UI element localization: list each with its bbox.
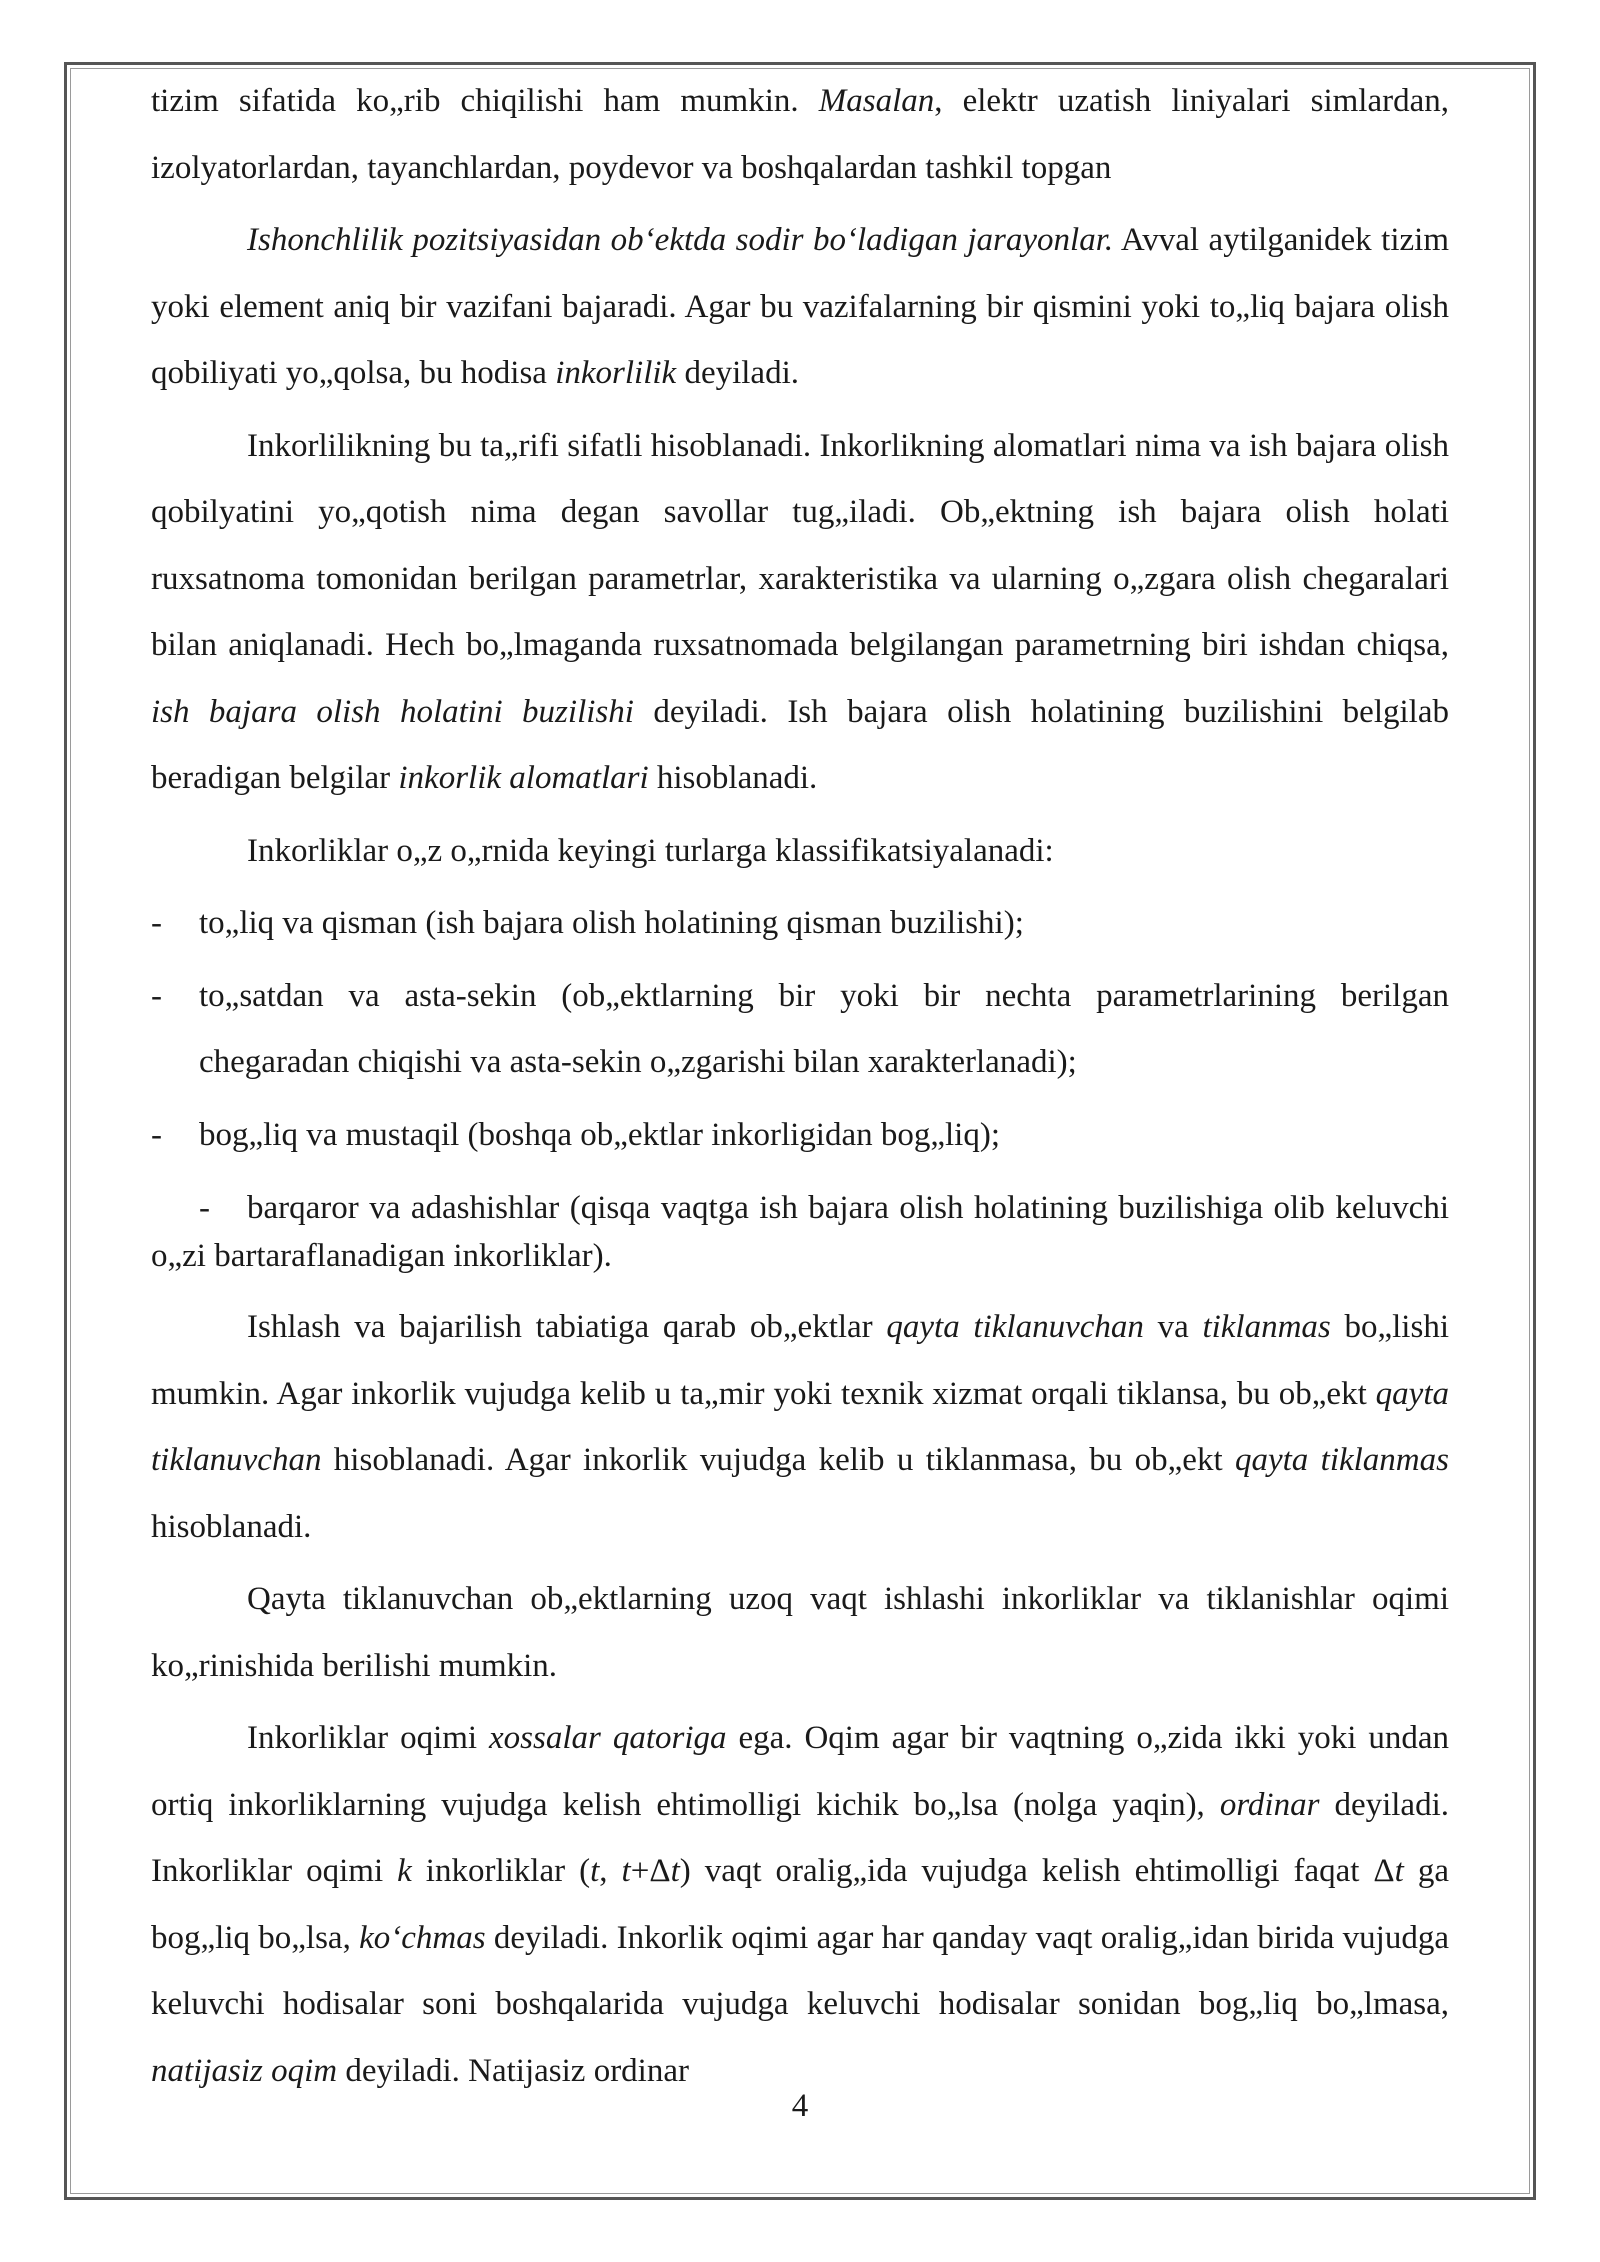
text-run: deyiladi. Inkorliklar oqimi <box>151 1786 1449 1889</box>
italic-text: k <box>397 1853 412 1889</box>
text-run: ega. Oqim agar bir vaqtning o„zida ikki yoki undan ortiq inkorliklarning vujudga kelish ehtimolligi kichik bo„lsa (nolga yaqin), <box>151 1720 1449 1823</box>
text-run: deyiladi. Ish bajara olish holatining buzilishini belgilab beradigan belgilar <box>151 693 1449 796</box>
text-run: Ishlash va bajarilish tabiatiga qarab ob„ektlar <box>247 1309 887 1345</box>
italic-text: xossalar qatoriga <box>489 1720 727 1756</box>
italic-text: ish bajara olish holatini buzilishi <box>151 693 634 730</box>
text-run: , <box>599 1853 622 1889</box>
list-item <box>151 890 1449 957</box>
text-run: Avval aytilganidek tizim yoki element aniq bir vazifani bajaradi. Agar bu vazifalarning bir qismini yoki to„liq bajara olish qobiliyati yo„qolsa, bu hodisa <box>151 222 1450 391</box>
paragraph-continued <box>151 68 1449 201</box>
list-item <box>151 1102 1449 1169</box>
text-run: tizim sifatida ko„rib chiqilishi ham mumkin. <box>151 83 819 119</box>
italic-text: ordinar <box>1219 1786 1320 1823</box>
text-run: , elektr uzatish liniyalari simlardan, izolyatorlardan, tayanchlardan, poydevor va boshqalardan tashkil topgan <box>151 83 1449 186</box>
italic-text: qayta tiklanuvchan <box>151 1375 1449 1478</box>
paragraph <box>151 1705 1449 2104</box>
text-run: Inkorliklar o„z o„rnida keyingi turlarga klassifikatsiyalanadi: <box>247 832 1054 869</box>
list-dash: - <box>151 1116 162 1153</box>
text-run: va <box>1143 1309 1203 1345</box>
italic-text: tiklanmas <box>1202 1309 1331 1345</box>
text-run: bo„lishi mumkin. Agar inkorlik vujudga kelib u ta„mir yoki texnik xizmat orqali tiklansa, bu ob„ekt <box>151 1309 1449 1412</box>
page-number: 4 <box>791 2088 809 2124</box>
paragraph <box>151 818 1449 885</box>
text-run: hisoblanadi. Agar inkorlik vujudga kelib u tiklanmasa, bu ob„ekt <box>321 1442 1235 1478</box>
text-run: +Δ <box>630 1853 671 1889</box>
italic-text: Masalan <box>818 83 935 119</box>
list-item <box>151 1174 1449 1288</box>
text-run: ga bog„liq bo„lsa, <box>151 1853 1449 1956</box>
text-run: barqaror va adashishlar (qisqa vaqtga ish bajara olish holatining buzilishiga olib keluvchi o„zi bartaraflanadigan inkorliklar). <box>151 1190 1449 1274</box>
paragraph <box>151 1294 1449 1560</box>
list-dash: - <box>199 1190 210 1226</box>
document-body <box>151 68 1449 2104</box>
paragraph <box>151 1566 1449 1699</box>
text-run: Inkorlilikning bu ta„rifi sifatli hisoblanadi. Inkorlikning alomatlari nima va ish bajara olish qobilyatini yo„qotish nima degan savollar tug„iladi. Ob„ektning ish bajara olish holati ruxsatnoma tomonidan berilgan parametrlar, xarakteristika va ularning o„zgara olish chegaralari bilan aniqlanadi. Hech bo„lmaganda ruxsatnomada belgilangan parametrning biri ishdan chiqsa, <box>151 427 1449 663</box>
list-dash: - <box>151 977 162 1014</box>
text-run: deyiladi. <box>676 355 799 391</box>
italic-text: inkorlik alomatlari <box>398 760 649 796</box>
italic-text: qayta tiklanuvchan <box>886 1309 1144 1345</box>
text-run: deyiladi. Inkorlik oqimi agar har qanday vaqt oralig„idan birida vujudga keluvchi hodisalar soni boshqalarida vujudga keluvchi hodisalar sonidan bog„liq bo„lmasa, <box>151 1919 1450 2022</box>
text-run: hisoblanadi. <box>648 760 818 796</box>
italic-text: qayta tiklanmas <box>1234 1442 1449 1478</box>
paragraph <box>151 413 1449 812</box>
text-run: hisoblanadi. <box>151 1508 312 1545</box>
italic-text: natijasiz oqim <box>151 2052 338 2089</box>
text-run: inkorliklar ( <box>411 1853 591 1889</box>
text-run: deyiladi. Natijasiz ordinar <box>337 2052 689 2089</box>
italic-text: inkorlilik <box>555 355 677 391</box>
italic-text: ko‘chmas <box>359 1919 486 1956</box>
text-run: Inkorliklar oqimi <box>247 1720 490 1756</box>
list-item <box>151 963 1449 1096</box>
italic-text: t <box>621 1853 631 1889</box>
italic-text: Ishonchlilik pozitsiyasidan ob‘ektda sodir bo‘ladigan jarayonlar. <box>247 222 1114 258</box>
italic-text: t <box>1394 1853 1404 1889</box>
text-run: bog„liq va mustaqil (boshqa ob„ektlar inkorligidan bog„liq); <box>199 1116 1000 1153</box>
text-run: ) vaqt oralig„ida vujudga kelish ehtimolligi faqat Δ <box>679 1853 1395 1889</box>
text-run: to„satdan va asta-sekin (ob„ektlarning bir yoki bir nechta parametrlarining berilgan chegaradan chiqishi va asta-sekin o„zgarishi bilan xarakterlanadi); <box>199 977 1449 1080</box>
list-dash: - <box>151 905 162 941</box>
italic-text: t <box>670 1853 680 1889</box>
text-run: Qayta tiklanuvchan ob„ektlarning uzoq vaqt ishlashi inkorliklar va tiklanishlar oqimi ko„rinishida berilishi mumkin. <box>151 1581 1449 1684</box>
text-run: to„liq va qisman (ish bajara olish holatining qisman buzilishi); <box>199 905 1024 941</box>
paragraph <box>151 207 1449 407</box>
italic-text: t <box>590 1853 600 1889</box>
